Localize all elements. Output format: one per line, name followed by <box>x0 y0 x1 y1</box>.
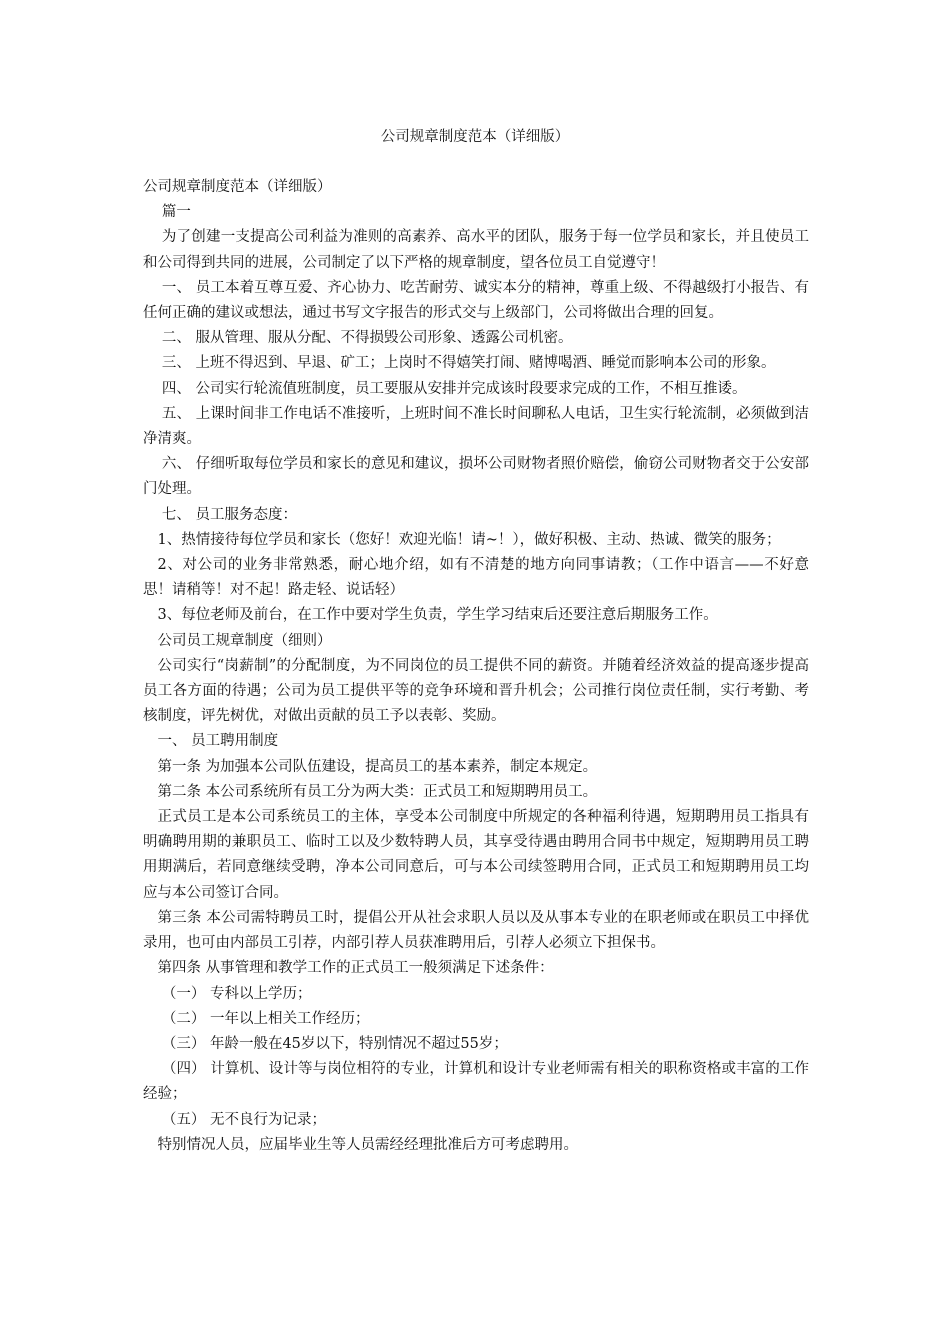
rule-item: 四、 公司实行轮流值班制度，员工要服从安排并完成该时段要求完成的工作，不相互推诿。 <box>161 380 747 397</box>
chapter-heading: 一、 员工聘用制度 <box>157 733 279 750</box>
rule-item: 二、 服从管理、服从分配、不得损毁公司形象、透露公司机密。 <box>161 330 573 347</box>
paragraph: 公司实行“岗薪制”的分配制度，为不同岗位的员工提供不同的薪资。并随着经济效益的提高逐步提高员工各方面的待遇；公司为员工提供平等的竞争环境和晋升机会；公司推行岗位责任制，实行考勤、考核制度，评先树优，对做出贡献的员工予以表彰、奖励。 <box>143 657 809 725</box>
paragraph: 特别情况人员，应届毕业生等人员需经经理批准后方可考虑聘用。 <box>157 1136 578 1153</box>
condition-item: （二） 一年以上相关工作经历； <box>161 1010 370 1027</box>
condition-item: （四） 计算机、设计等与岗位相符的专业，计算机和设计专业老师需有相关的职称资格或丰富的工作经验； <box>143 1061 809 1103</box>
article: 第二条 本公司系统所有员工分为两大类：正式员工和短期聘用员工。 <box>157 783 598 800</box>
article: 第四条 从事管理和教学工作的正式员工一般须满足下述条件： <box>157 960 554 977</box>
article: 第一条 为加强本公司队伍建设，提高员工的基本素养，制定本规定。 <box>157 758 598 775</box>
section-label: 篇一 <box>161 204 191 221</box>
article: 第三条 本公司需特聘员工时，提倡公开从社会求职人员以及从事本专业的在职老师或在职员工中择优录用，也可由内部员工引荐，内部引荐人员获准聘用后，引荐人必须立下担保书。 <box>143 909 809 952</box>
document-title: 公司规章制度范本（详细版） <box>380 129 570 145</box>
body-heading: 公司规章制度范本（详细版） <box>143 179 332 195</box>
condition-item: （五） 无不良行为记录； <box>161 1111 326 1128</box>
rule-item: 五、 上课时间非工作电话不准接听，上班时间不准长时间聊私人电话，卫生实行轮流制，必须做到洁净清爽。 <box>143 405 809 448</box>
condition-item: （一） 专科以上学历； <box>161 985 312 1002</box>
service-item: 3、每位老师及前台，在工作中要对学生负责，学生学习结束后还要注意后期服务工作。 <box>157 607 718 624</box>
document-body <box>143 175 809 1158</box>
rule-item: 六、 仔细听取每位学员和家长的意见和建议，损坏公司财物者照价赔偿，偷窃公司财物者交于公安部门处理。 <box>143 456 809 498</box>
paragraph: 为了创建一支提高公司利益为准则的高素养、高水平的团队，服务于每一位学员和家长，并且使员工和公司得到共同的进展，公司制定了以下严格的规章制度，望各位员工自觉遵守！ <box>143 229 809 271</box>
service-item: 2、对公司的业务非常熟悉，耐心地介绍，如有不清楚的地方向同事请教；（工作中语言——不好意思！请稍等！对不起！路走轻、说话轻） <box>143 557 809 599</box>
rule-item: 七、 员工服务态度： <box>161 506 297 523</box>
rule-item: 三、 上班不得迟到、早退、矿工；上岗时不得嬉笑打闹、赌博喝酒、睡觉而影响本公司的形象。 <box>161 355 776 372</box>
subsection-heading: 公司员工规章制度（细则） <box>157 632 332 649</box>
service-item: 1、热情接待每位学员和家长（您好！欢迎光临！请~！），做好积极、主动、热诚、微笑的服务； <box>157 531 781 548</box>
rule-item: 一、 员工本着互尊互爱、齐心协力、吃苦耐劳、诚实本分的精神，尊重上级、不得越级打小报告、有任何正确的建议或想法，通过书写文字报告的形式交与上级部门，公司将做出合理的回复。 <box>143 279 809 322</box>
paragraph: 正式员工是本公司系统员工的主体，享受本公司制度中所规定的各种福利待遇，短期聘用员工指具有明确聘用期的兼职员工、临时工以及少数特聘人员，其享受待遇由聘用合同书中规定，短期聘用员工聘用期满后，若同意继续受聘，净本公司同意后，可与本公司续签聘用合同，正式员工和短期聘用员工均应与本公司签订合同。 <box>143 809 809 901</box>
condition-item: （三） 年龄一般在45岁以下，特别情况不超过55岁； <box>161 1035 508 1052</box>
